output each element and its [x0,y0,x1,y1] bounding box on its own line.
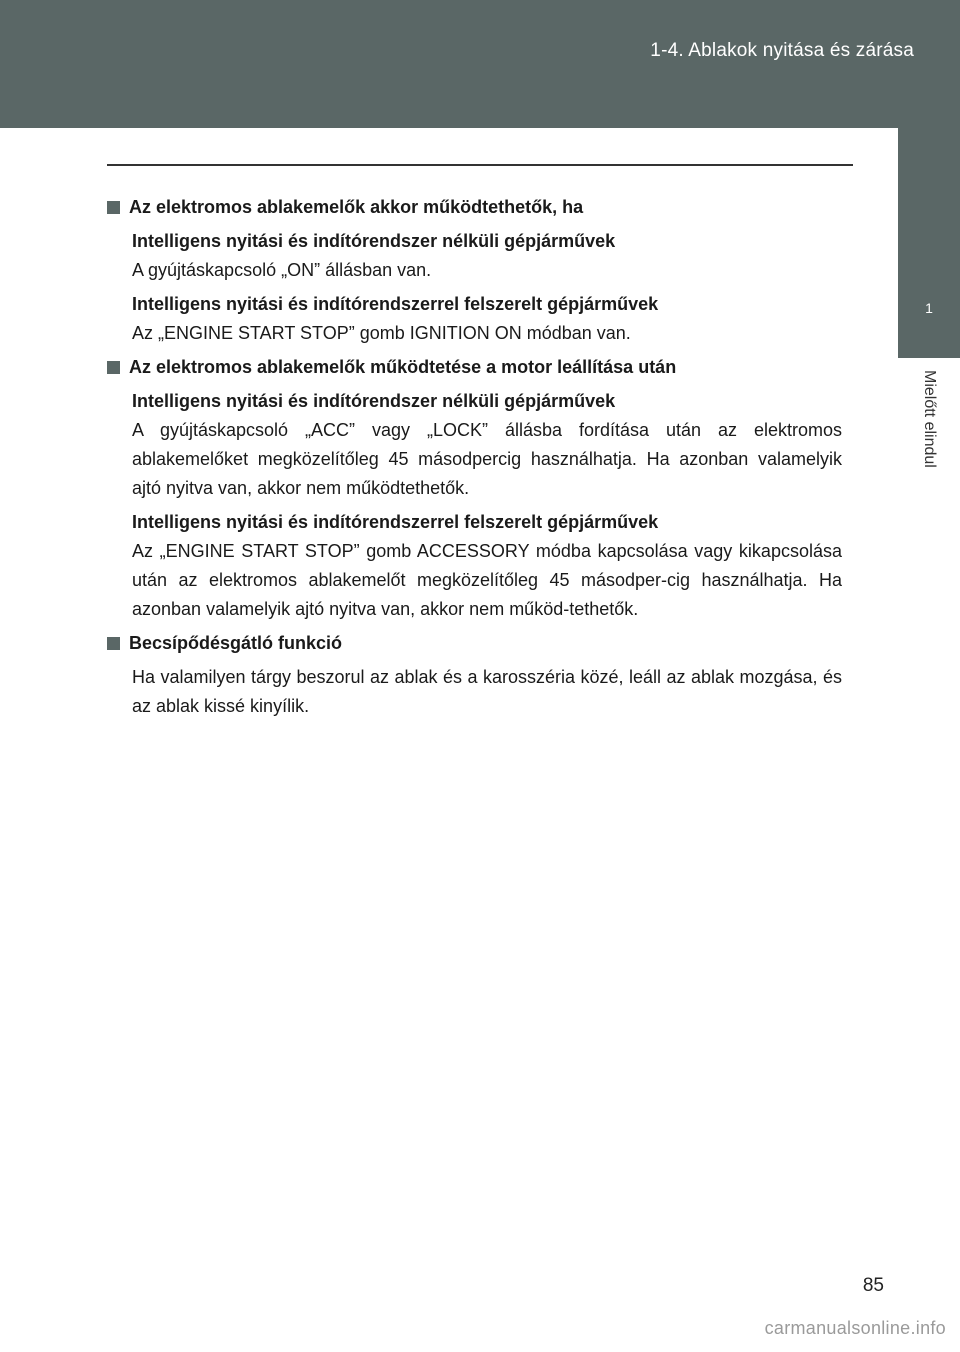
section-heading [107,629,842,658]
square-bullet-icon [107,361,120,374]
chapter-tab [898,128,960,358]
page-header [0,0,960,128]
paragraph: Az „ENGINE START STOP” gomb ACCESSORY módba kapcsolása vagy kikapcsolása után az elektromos ablakemelőt megközelítőleg 45 másodper-cig használhatja. Ha azonban valamelyik ajtó nyitva van, akkor nem működ-tethetők. [132,541,842,619]
divider [107,164,853,166]
square-bullet-icon [107,201,120,214]
section-heading [107,193,842,222]
chapter-number: 1 [925,300,933,316]
heading-text: Becsípődésgátló funkció [129,633,343,653]
page-number: 85 [862,1275,884,1296]
paragraph: Az „ENGINE START STOP” gomb IGNITION ON módban van. [132,323,631,343]
content [107,193,842,726]
paragraph: A gyújtáskapcsoló „ACC” vagy „LOCK” állásba fordítása után az elektromos ablakemelőket megközelítőleg 45 másodpercig használhatja. Ha azonban valamelyik ajtó nyitva van, akkor nem működtethetők. [132,420,842,498]
subheading: Intelligens nyitási és indítórendszer nélküli gépjárművek [132,231,616,251]
subheading: Intelligens nyitási és indítórendszerrel felszerelt gépjárművek [132,294,659,314]
section-title: 1-4. Ablakok nyitása és zárása [650,40,914,61]
heading-text: Az elektromos ablakemelők akkor működtethetők, ha [129,197,584,217]
paragraph: Ha valamilyen tárgy beszorul az ablak és a karosszéria közé, leáll az ablak mozgása, és az ablak kissé kinyílik. [132,667,842,716]
subheading: Intelligens nyitási és indítórendszerrel felszerelt gépjárművek [132,512,659,532]
section-heading [107,353,842,382]
square-bullet-icon [107,637,120,650]
paragraph: A gyújtáskapcsoló „ON” állásban van. [132,260,432,280]
chapter-label-wrap [898,370,960,510]
subheading: Intelligens nyitási és indítórendszer nélküli gépjárművek [132,391,616,411]
heading-text: Az elektromos ablakemelők működtetése a motor leállítása után [129,357,677,377]
chapter-label: Mielőtt elindul [921,370,938,468]
watermark: carmanualsonline.info [764,1318,946,1338]
